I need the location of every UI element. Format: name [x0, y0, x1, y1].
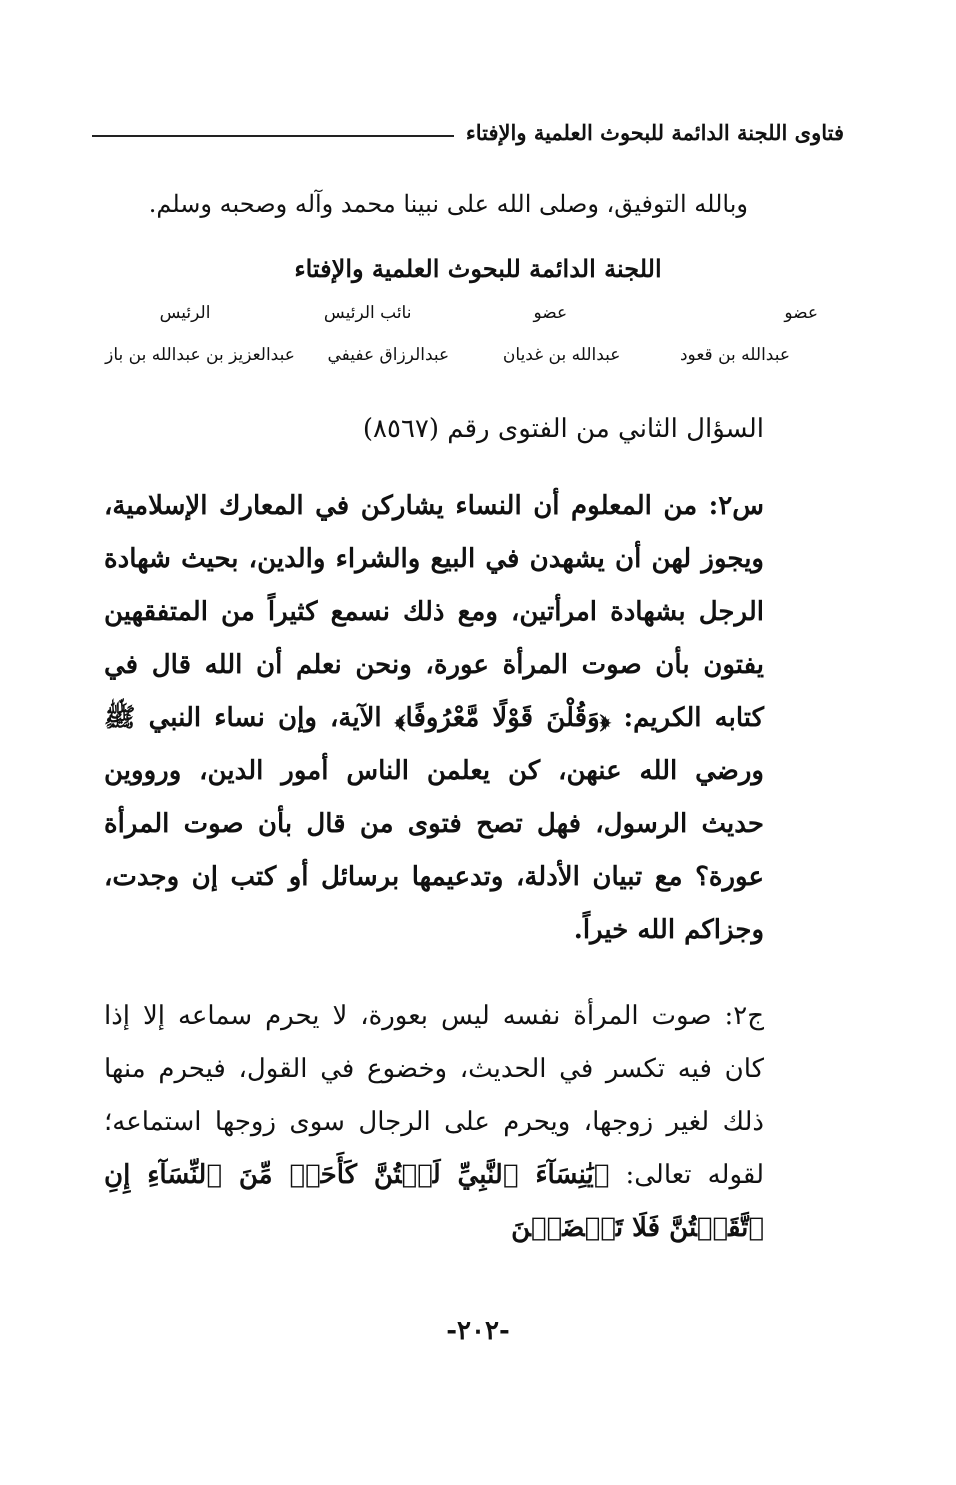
signatory-role: نائب الرئيس: [323, 303, 412, 323]
question-text-part1: من المعلوم أن النساء يشاركن في المعارك الإسلامية، ويجوز لهن أن يشهدن في البيع والشراء والدين، بحيث شهادة الرجل بشهادة امرأتين، ومع ذلك نسمع كثيراً من المتفقهين يفتون بأن صوت المرأة عورة، ونحن نعلم أن الله قال في كتابه الكريم:: [104, 491, 764, 733]
page-number: -٢٠٢-: [446, 1316, 510, 1346]
committee-name: اللجنة الدائمة للبحوث العلمية والإفتاء: [294, 254, 662, 283]
signatory-role: عضو: [784, 303, 818, 323]
signatory-name: عبدالله بن غديان: [502, 345, 621, 365]
answer-paragraph: [104, 990, 764, 1255]
quran-quote: ﴿يَٰنِسَآءَ ٱلنَّبِيِّ لَسۡتُنَّ كَأَحَدٖ مِّنَ ٱلنِّسَآءِ إِنِ ٱتَّقَيۡتُنَّ فَلَا تَخۡضَعۡنَ: [104, 1160, 764, 1243]
signatory-role: الرئيس: [159, 303, 211, 323]
question-prefix: س٢:: [697, 491, 764, 521]
header-rule: [92, 135, 454, 137]
question-text-part2: الآية، وإن نساء النبي ﷺ ورضي الله عنهن، كن يعلمن الناس أمور الدين، ورووين حديث الرسول، فهل تصح فتوى من قال بأن صوت المرأة عورة؟ مع تبيان الأدلة، وتدعيمها برسائل أو كتب إن وجدت، وجزاكم الله خيراً.: [104, 703, 764, 945]
closing-line: وبالله التوفيق، وصلى الله على نبينا محمد وآله وصحبه وسلم.: [148, 190, 748, 218]
signatory-roles: [100, 303, 820, 323]
signatory-name: عبدالعزيز بن عبدالله بن باز: [105, 345, 295, 365]
signatory-name: عبدالله بن قعود: [679, 345, 790, 365]
question-reference: السؤال الثاني من الفتوى رقم (٨٥٦٧): [362, 414, 764, 444]
answer-prefix: ج٢:: [711, 1001, 765, 1031]
question-paragraph: [104, 480, 764, 957]
signatory-names: [100, 345, 820, 365]
signatory-name: عبدالرزاق عفيفي: [327, 345, 450, 365]
signatory-role: عضو: [533, 303, 568, 323]
answer-text: صوت المرأة نفسه ليس بعورة، لا يحرم سماعه إلا إذا كان فيه تكسر في الحديث، وخضوع في القول، فيحرم منها ذلك لغير زوجها، ويحرم على الرجال سوى زوجها استماعه؛ لقوله تعالى:: [104, 1001, 764, 1190]
header-title: فتاوى اللجنة الدائمة للبحوث العلمية والإفتاء: [465, 119, 844, 145]
quran-quote: ﴿وَقُلْنَ قَوْلًا مَّعْرُوفًا﴾: [394, 703, 611, 733]
running-header: [92, 112, 844, 152]
